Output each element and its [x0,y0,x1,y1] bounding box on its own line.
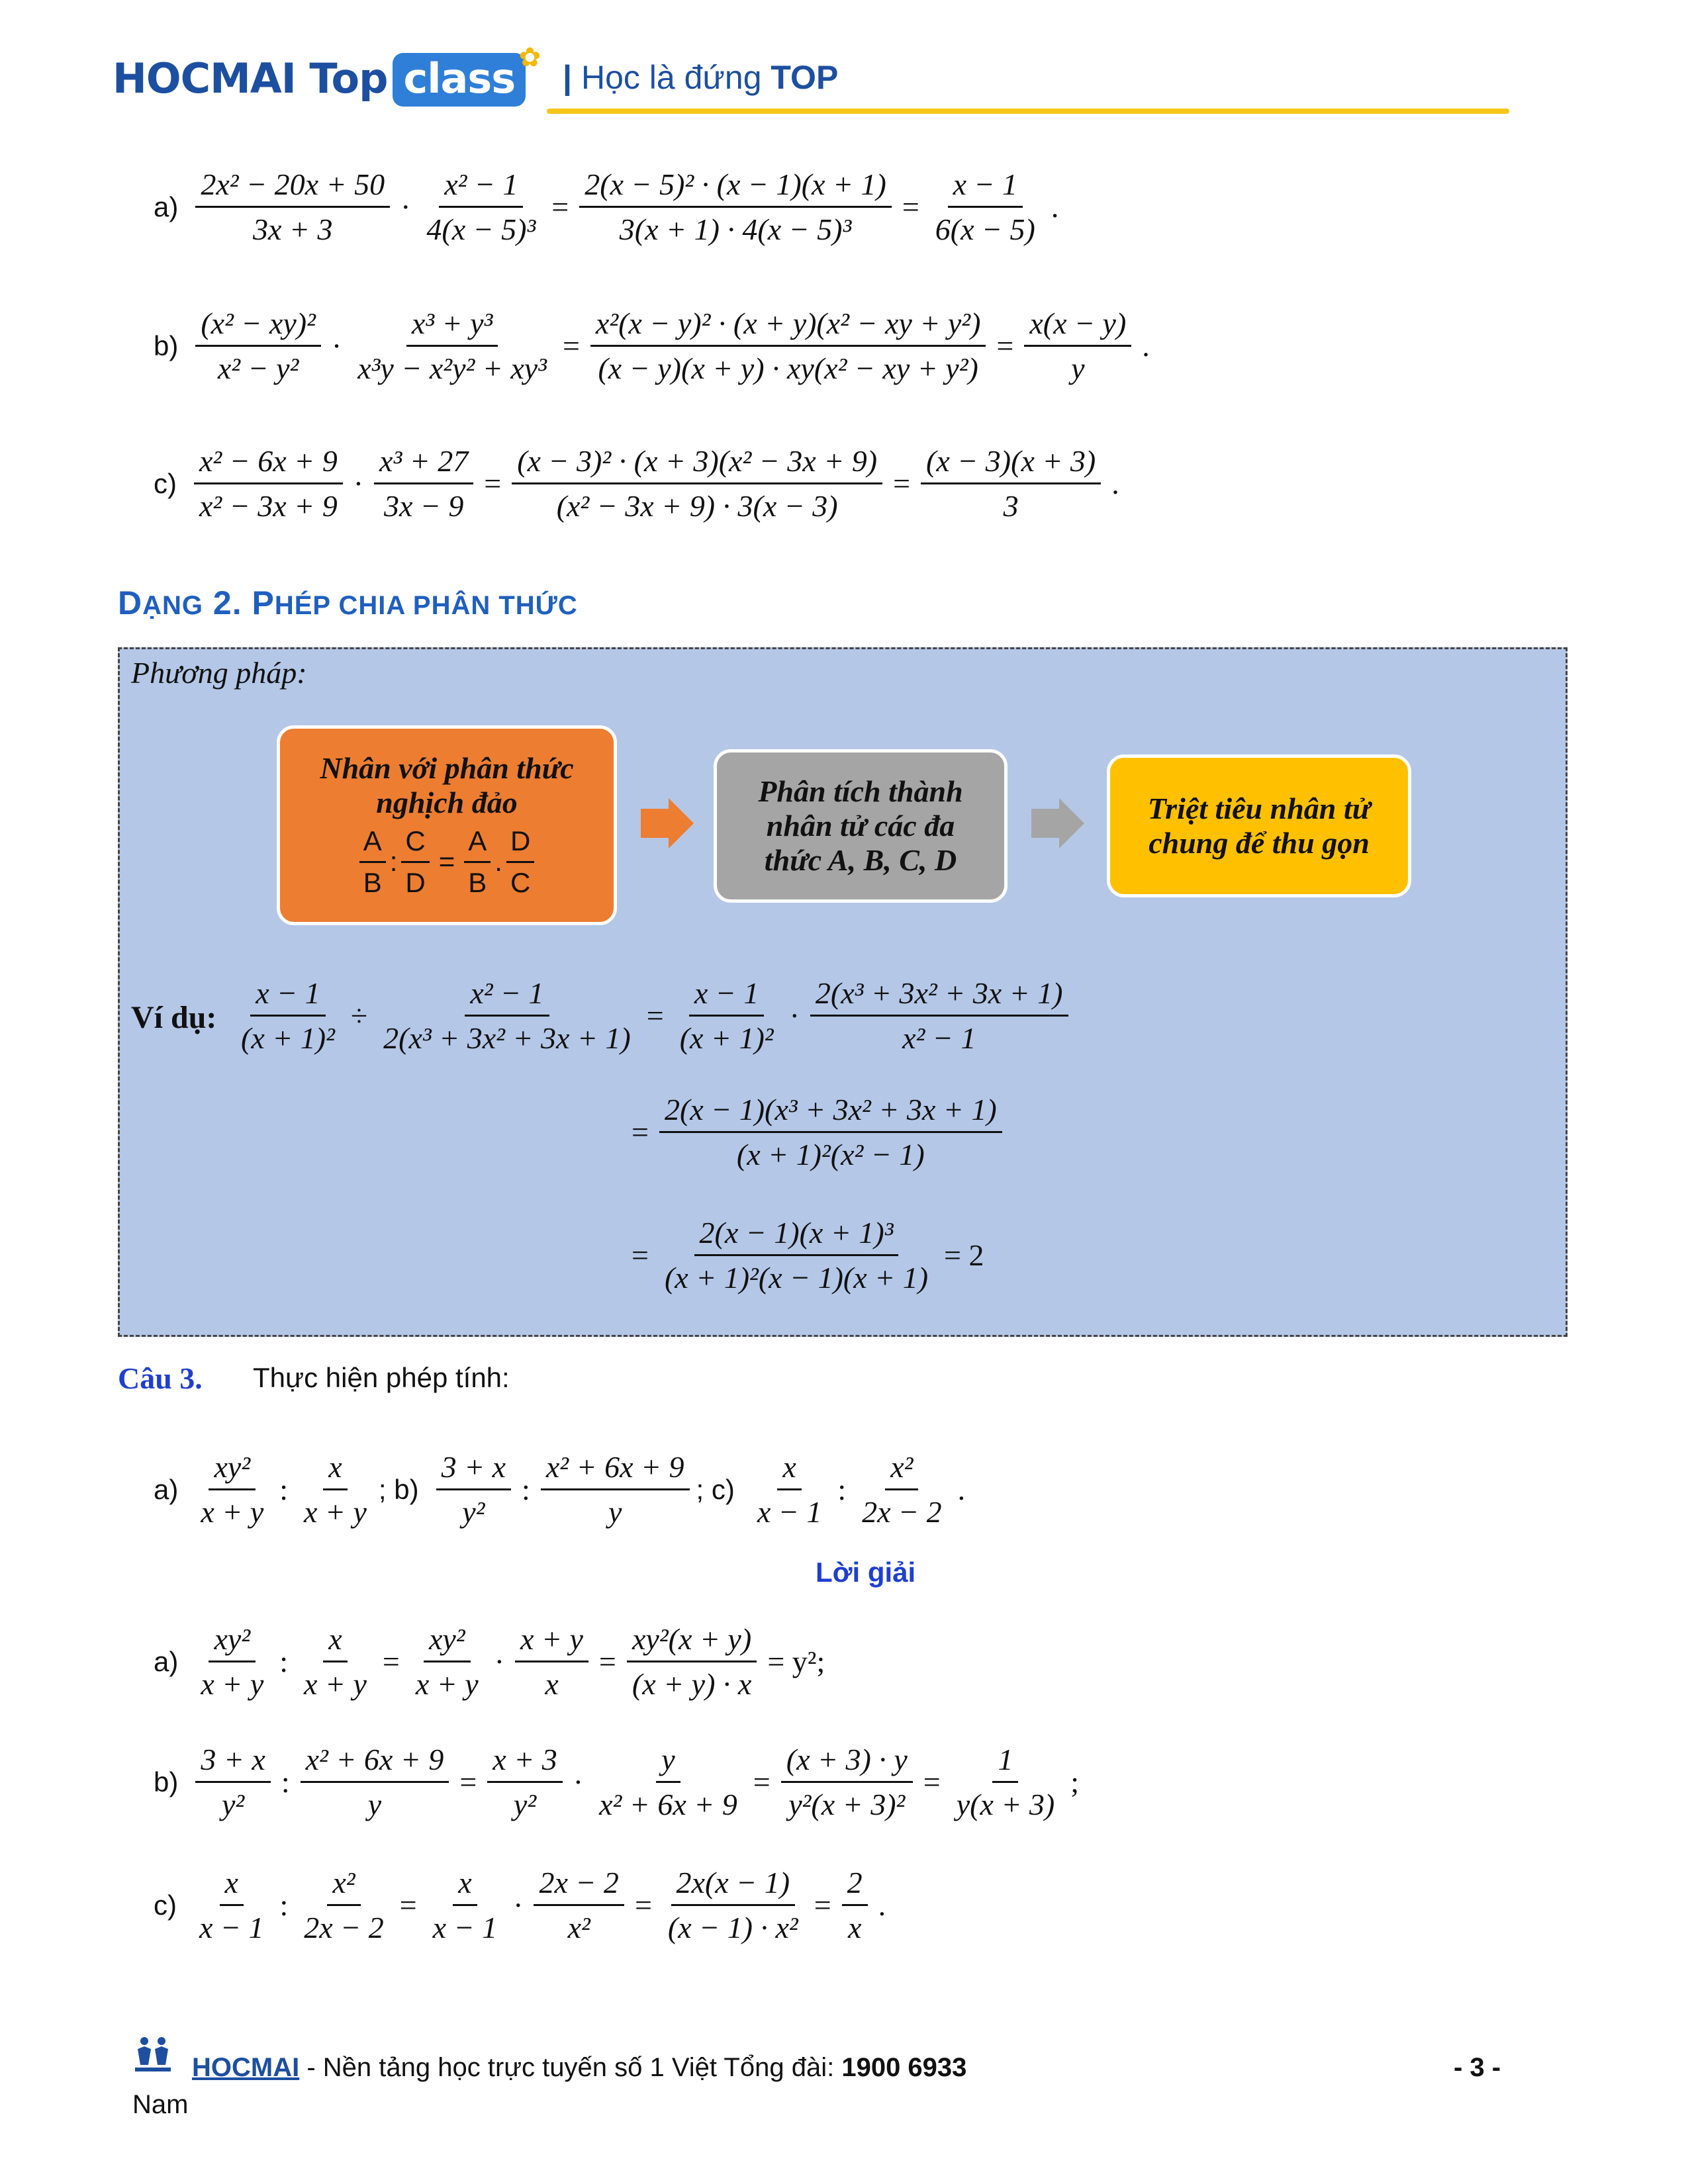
equation-a: a) $\frac{\text{2x² − 20x + 50}}{3x + 3}$ · $\frac{\text{x² − 1}}{\text{4(x − 5)³}}$ = $\frac{\text{2(x − 5)² · (x − 1)(x + 1)}}{\text{3(x + 1) · 4(x − 5)³}}$ = $\frac{x - 1}{6(x - 5)}$ . [154,167,1059,246]
tagline-separator: | [563,59,572,96]
equation-label: a) [154,191,179,222]
solution-c: c) $\frac{x}{x - 1}$ : $\frac{\text{x²}}{2x - 2}$ = $\frac{x}{x - 1}$ · $\frac{2x - 2}{\text{x²}}$ = $\frac{2x(x - 1)}{\text{(x − 1) · x²}}$ = $\frac{2}{x}$ . [154,1866,886,1944]
footer-line: HOCMAI - Nền tảng học trực tuyến số 1 Việt Tổng đài: 1900 6933 [192,2053,967,2082]
hocmai-topclass-logo [113,42,541,107]
solution-b: b) $\frac{3 + x}{\text{y²}}$ : $\frac{\text{x² + 6x + 9}}{y}$ = $\frac{x + 3}{\text{y²}}$ · $\frac{y}{\text{x² + 6x + 9}}$ = $\frac{(x + 3) \cdot y}{\text{y²(x + 3)²}}$ = $\frac{1}{y(x + 3)}$ ; [154,1743,1080,1821]
method-step-2: Phân tích thành nhân tử các đa thức A, B, C, D [714,749,1008,903]
fraction: $\frac{\text{x³ + y³}}{\text{x³y − x²y² + xy³}}$ [357,306,547,385]
example-row-3: = $\frac{\text{2(x − 1)(x + 1)³}}{\text{(x + 1)²(x − 1)(x + 1)}}$ = 2 [632,1216,984,1295]
method-label: Phương pháp: [131,656,307,690]
example-row-2: = $\frac{\text{2(x − 1)(x³ + 3x² + 3x + 1)}}{\text{(x + 1)²(x² − 1)}}$ [625,1092,1006,1172]
fraction: $\frac{x - 1}{6(x - 5)}$ [935,167,1035,246]
tagline-bold: TOP [771,59,839,96]
example-label: Ví dụ: [131,1000,217,1035]
equation-label: c) [154,467,177,499]
fraction: $\frac{\text{x² − 6x + 9}}{\text{x² − 3x + 9}}$ [194,443,343,523]
page-number: - 3 - [1454,2053,1501,2082]
fraction: $\frac{\text{x³ + 27}}{3x - 9}$ [374,443,473,523]
equation-label: b) [154,330,179,361]
tagline-prefix: Học là đứng [581,59,762,96]
footer-hotline: 1900 6933 [841,2053,967,2082]
header-tagline [563,58,838,97]
logo-text: HOCMAI Top [113,54,388,103]
fraction: $\frac{\text{(x² − xy)²}}{\text{x² − y²}}$ [195,306,321,386]
hocmai-footer-icon [130,2032,176,2078]
fraction: $\frac{x(x - y)}{y}$ [1024,306,1131,386]
question-text: Thực hiện phép tính: [253,1362,510,1393]
example-row-1: $\frac{x - 1}{\text{(x + 1)²}}$ ÷ $\frac{\text{x² − 1}}{\text{2(x³ + 3x² + 3x + 1)}}$ = $\frac{x - 1}{\text{(x + 1)²}}$ · $\frac{\text{2(x³ + 3x² + 3x + 1)}}{\text{x² − 1}}$ [232,976,1072,1056]
section-title: DẠNG 2. PHÉP CHIA PHÂN THỨC [118,584,578,621]
footer-wrap-text: Nam [132,2090,189,2119]
header-underline [547,109,1509,114]
fraction: $\frac{\text{2x² − 20x + 50}}{3x + 3}$ [195,167,390,247]
equation-c: c) $\frac{\text{x² − 6x + 9}}{\text{x² − 3x + 9}}$ · $\frac{\text{x³ + 27}}{3x - 9}$ = $\frac{\text{(x − 3)² · (x + 3)(x² − 3x + 9)}}{\text{(x² − 3x + 9) · 3(x − 3)}}$ = $\frac{(x - 3)(x + 3)}{3}$ . [154,444,1119,523]
equation-b: b) $\frac{\text{(x² − xy)²}}{\text{x² − y²}}$ · $\frac{\text{x³ + y³}}{\text{x³y − x²y² + xy³}}$ = $\frac{\text{x²(x − y)² · (x + y)(x² − xy + y²)}}{\text{(x − y)(x + y) · xy(x² − xy + y²)}}$ = $\frac{x(x - y)}{y}$ . [154,306,1150,385]
question-label: Câu 3. [118,1361,203,1395]
solution-a: a) $\frac{\text{xy²}}{x + y}$ : $\frac{x}{x + y}$ = $\frac{\text{xy²}}{x + y}$ · $\frac{x + y}{x}$ = $\frac{\text{xy²(x + y)}}{(x + y) \cdot x}$ = y²; [154,1622,825,1701]
question-expressions: a) $\frac{\text{xy²}}{x + y}$ : $\frac{x}{x + y}$ ; b) $\frac{3 + x}{\text{y²}}$ : $\frac{\text{x² + 6x + 9}}{y}$ ; c) $\frac{x}{x - 1}$ : $\frac{\text{x²}}{2x - 2}$ . [154,1450,966,1529]
logo-class-badge: class ✿ [393,53,526,107]
sun-icon: ✿ [518,42,541,73]
method-step-3: Triệt tiêu nhân tử chung để thu gọn [1107,754,1411,897]
fraction: $\frac{(x - 3)(x + 3)}{3}$ [921,443,1101,523]
fraction: $\frac{\text{(x − 3)² · (x + 3)(x² − 3x + 9)}}{\text{(x² − 3x + 9) · 3(x − 3)}}$ [512,443,882,523]
fraction: $\frac{\text{2(x − 5)² · (x − 1)(x + 1)}}{\text{3(x + 1) · 4(x − 5)³}}$ [579,167,892,247]
fraction: $\frac{\text{x² − 1}}{\text{4(x − 5)³}}$ [426,167,536,246]
solution-title: Lời giải [816,1557,916,1588]
fraction: $\frac{\text{x²(x − y)² · (x + y)(x² − xy + y²)}}{\text{(x − y)(x + y) · xy(x² − xy + y²)}}$ [590,306,986,386]
method-step-1: Nhân với phân thức nghịch đảo $\frac{A}{B}$ : $\frac{C}{D}$ = $\frac{A}{B}$ . $\frac{D}{C}$ [277,725,617,925]
reciprocal-formula: $\frac{A}{B}$ : $\frac{C}{D}$ = $\frac{A}{B}$ . $\frac{D}{C}$ [355,824,539,900]
footer-brand-link[interactable]: HOCMAI [192,2053,300,2082]
